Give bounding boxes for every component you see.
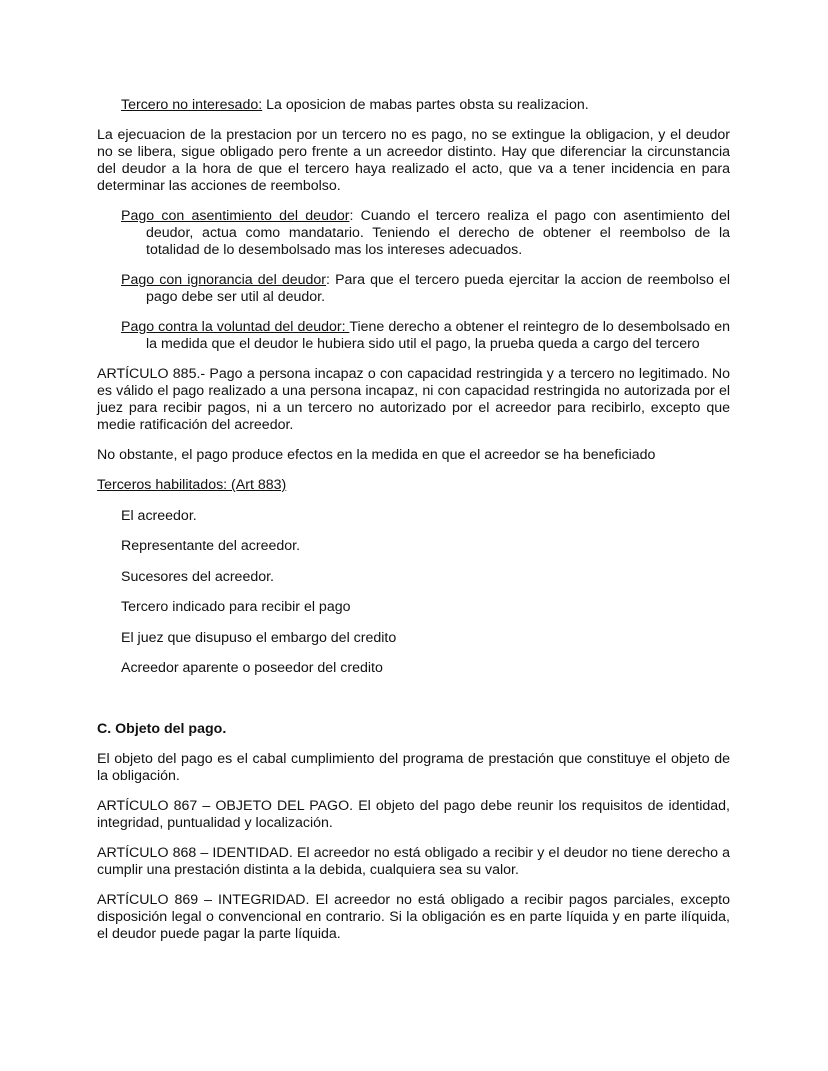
list-item: El acreedor.: [121, 507, 197, 524]
list-item: Representante del acreedor.: [121, 538, 301, 554]
list-item: El juez que disupuso el embargo del credito: [121, 629, 397, 646]
articulo-867: ARTÍCULO 867 – OBJETO DEL PAGO. El objeto del pago debe reunir los requisitos de identidad, integridad, puntualidad y localización.: [97, 798, 730, 831]
item-label: Tercero no interesado:: [121, 97, 263, 113]
case-contra-voluntad: [121, 319, 730, 353]
paragraph-ejecucion: La ejecuacion de la prestacion por un tercero no es pago, no se extingue la obligacion, y el deudor no se libera, sigue obligado pero frente a un acreedor distinto. Hay que diferenciar la circunstancia del deudor a la hora de que el tercero haya realizado el acto, que va a tener incidencia en para determinar las acciones de reembolso.: [97, 127, 730, 194]
list-item: Tercero indicado para recibir el pago: [121, 599, 351, 615]
document-page: [97, 97, 730, 943]
section-c-intro: El objeto del pago es el cabal cumplimiento del programa de prestación que constituye el objeto de la obligación.: [97, 751, 730, 784]
case-label: Pago contra la voluntad del deudor:: [121, 319, 350, 335]
articulo-868: ARTÍCULO 868 – IDENTIDAD. El acreedor no está obligado a recibir y el deudor no tiene derecho a cumplir una prestación distinta a la debida, cualquiera sea su valor.: [97, 845, 730, 878]
case-text: : Para que el tercero pueda ejercitar la accion de reembolso el pago debe ser util al deudor.: [146, 272, 730, 305]
terceros-list: [97, 494, 730, 677]
case-text: Tiene derecho a obtener el reintegro de lo desembolsado en la medida que el deudor le hubiera sido util el pago, la prueba queda a cargo del tercero: [146, 319, 730, 352]
section-c-title: C. Objeto del pago.: [97, 721, 227, 737]
list-item: Acreedor aparente o poseedor del credito: [121, 660, 383, 676]
paragraph-no-obstante: No obstante, el pago produce efectos en la medida en que el acreedor se ha beneficiado: [97, 447, 656, 463]
case-asentimiento: [121, 208, 730, 259]
articulo-885: ARTÍCULO 885.- Pago a persona incapaz o con capacidad restringida y a tercero no legitimado. No es válido el pago realizado a una persona incapaz, ni con capacidad restringida no autorizada por el juez para recibir pagos, ni a un tercero no autorizado por el acreedor para recibirlo, excepto que medie ratificación del acreedor.: [97, 366, 730, 433]
case-label: Pago con asentimiento del deudor: [121, 208, 350, 224]
case-label: Pago con ignorancia del deudor: [121, 272, 327, 288]
terceros-heading: [97, 477, 730, 494]
case-text: : Cuando el tercero realiza el pago con asentimiento del deudor, actua como mandatario. Teniendo el derecho de obtener el reembolso de la totalidad de lo desembolsado mas los intereses adecuados.: [146, 208, 730, 258]
terceros-heading-text: Terceros habilitados: (Art 883): [97, 477, 287, 493]
case-ignorancia: [121, 272, 730, 306]
item-text: La oposicion de mabas partes obsta su realizacion.: [262, 97, 589, 113]
articulo-869: ARTÍCULO 869 – INTEGRIDAD. El acreedor no está obligado a recibir pagos parciales, excepto disposición legal o convencional en contrario. Si la obligación es en parte líquida y en parte ilíquida, el deudor puede pagar la parte líquida.: [97, 892, 730, 942]
list-item: Sucesores del acreedor.: [121, 568, 274, 585]
tercero-no-interesado-item: [121, 97, 730, 114]
